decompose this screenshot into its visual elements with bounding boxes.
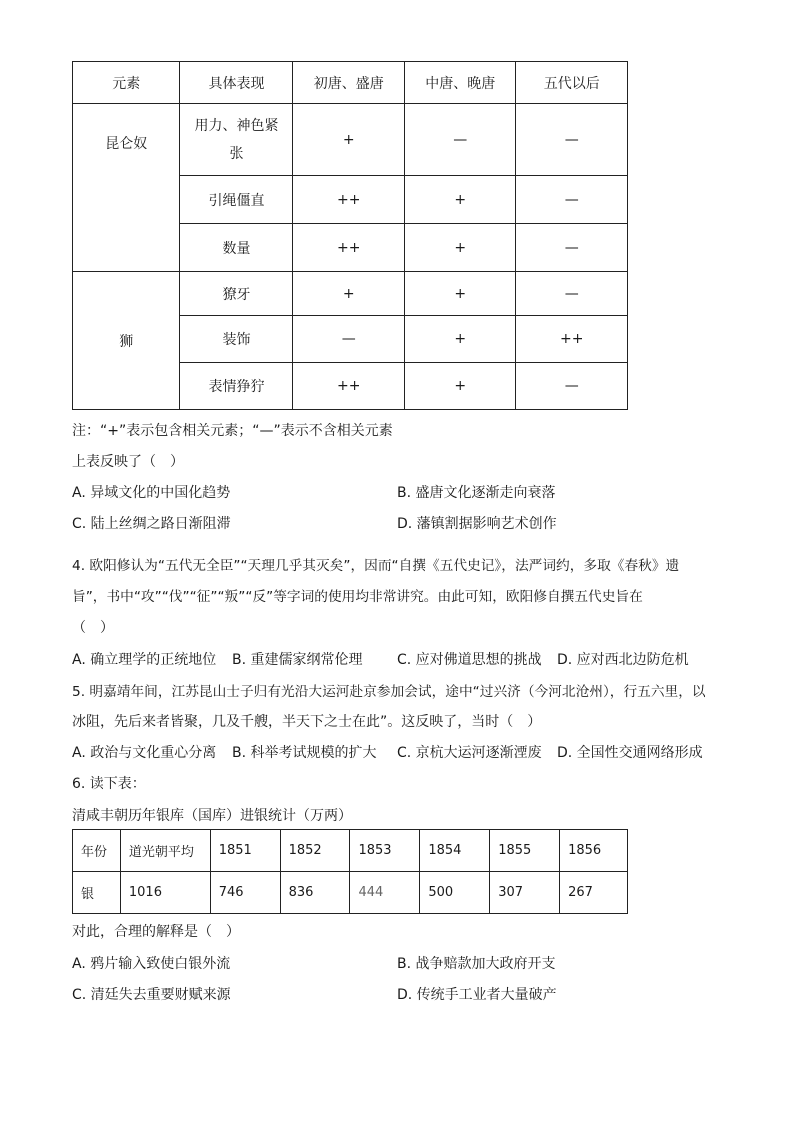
table-header-row [73,62,628,104]
q5-option-c[interactable]: C. 京杭大运河逐渐湮废 [397,745,542,761]
question-3-stem: 上表反映了（ ） [72,454,184,470]
header-cell: 中唐、晚唐 [404,62,516,104]
question-6-stem: 对此，合理的解释是（ ） [72,924,240,940]
table-row [73,830,628,872]
silver-income-table [72,829,628,914]
q3-option-b[interactable]: B. 盛唐文化逐渐走向衰落 [397,485,556,501]
q4-option-c[interactable]: C. 应对佛道思想的挑战 [397,652,542,668]
table-cell: 1016 [120,872,210,914]
table-cell: 500 [420,872,490,914]
table-cell: + [293,104,405,176]
group-cell-lion: 狮 [73,272,180,410]
table-cell: 1854 [420,830,490,872]
table-cell: + [404,272,516,316]
group-cell-kunlun: 昆仑奴 [73,104,180,272]
header-cell: 具体表现 [180,62,293,104]
q3-option-d[interactable]: D. 藩镇割据影响艺术创作 [397,516,557,532]
row-label: 用力、神色紧张 [180,104,293,176]
table-caption: 清咸丰朝历年银库（国库）进银统计（万两） [72,808,352,824]
table-cell: — [516,104,628,176]
table-cell: 银 [73,872,121,914]
table-cell: ++ [293,224,405,272]
table-cell: 267 [560,872,628,914]
table-cell: + [404,363,516,410]
question-5-line-1: 5. 明嘉靖年间，江苏昆山士子归有光沿大运河赴京参加会试，途中“过兴济（今河北沧州），行五六里，以 [72,684,706,700]
row-label: 表情狰狞 [180,363,293,410]
q5-option-b[interactable]: B. 科举考试规模的扩大 [232,745,377,761]
q4-option-a[interactable]: A. 确立理学的正统地位 [72,652,217,668]
table-note: 注：“+”表示包含相关元素；“—”表示不含相关元素 [72,423,393,439]
header-cell: 初唐、盛唐 [293,62,405,104]
table-cell: — [404,104,516,176]
q5-option-a[interactable]: A. 政治与文化重心分离 [72,745,217,761]
table-cell: ++ [516,316,628,363]
q3-option-a[interactable]: A. 异域文化的中国化趋势 [72,485,231,501]
table-cell: + [404,224,516,272]
header-cell: 元素 [73,62,180,104]
table-row [73,272,628,316]
question-4-line-1: 4. 欧阳修认为“五代无全臣”“天理几乎其灭矣”，因而“自撰《五代史记》，法严词约，多取《春秋》遗 [72,558,680,574]
q6-option-a[interactable]: A. 鸦片输入致使白银外流 [72,956,231,972]
table-cell: 307 [490,872,560,914]
table-cell: 道光朝平均 [120,830,210,872]
q6-option-b[interactable]: B. 战争赔款加大政府开支 [397,956,556,972]
q6-option-c[interactable]: C. 清廷失去重要财赋来源 [72,987,231,1003]
table-cell: 836 [280,872,350,914]
question-6-intro: 6. 读下表： [72,776,146,792]
table-cell: ++ [293,363,405,410]
row-label: 獠牙 [180,272,293,316]
q5-option-d[interactable]: D. 全国性交通网络形成 [557,745,703,761]
table-row [73,104,628,176]
table-cell: 1855 [490,830,560,872]
table-cell: + [293,272,405,316]
question-4-line-2: 旨”，书中“攻”“伐”“征”“叛”“反”等字词的使用均非常讲究。由此可知，欧阳修自撰五代史旨在 [72,589,643,605]
question-4-line-3: （ ） [72,620,114,636]
header-cell: 五代以后 [516,62,628,104]
table-cell: — [293,316,405,363]
table-cell: ++ [293,176,405,224]
row-label: 装饰 [180,316,293,363]
row-label: 数量 [180,224,293,272]
table-cell: — [516,272,628,316]
table-row [73,872,628,914]
q3-option-c[interactable]: C. 陆上丝绸之路日渐阻滞 [72,516,231,532]
row-label: 引绳僵直 [180,176,293,224]
table-cell: — [516,224,628,272]
table-cell: + [404,176,516,224]
q4-option-b[interactable]: B. 重建儒家纲常伦理 [232,652,363,668]
table-cell: 1852 [280,830,350,872]
table-cell: 444 [350,872,420,914]
question-5-line-2: 冰阻，先后来者皆聚，几及千艘，半天下之士在此”。这反映了，当时（ ） [72,714,542,730]
table-cell: — [516,176,628,224]
table-cell: 1856 [560,830,628,872]
art-elements-table [72,61,628,410]
table-cell: — [516,363,628,410]
table-cell: 746 [210,872,280,914]
q6-option-d[interactable]: D. 传统手工业者大量破产 [397,987,557,1003]
q4-option-d[interactable]: D. 应对西北边防危机 [557,652,689,668]
table-cell: 1853 [350,830,420,872]
table-cell: 1851 [210,830,280,872]
table-cell: + [404,316,516,363]
table-cell: 年份 [73,830,121,872]
